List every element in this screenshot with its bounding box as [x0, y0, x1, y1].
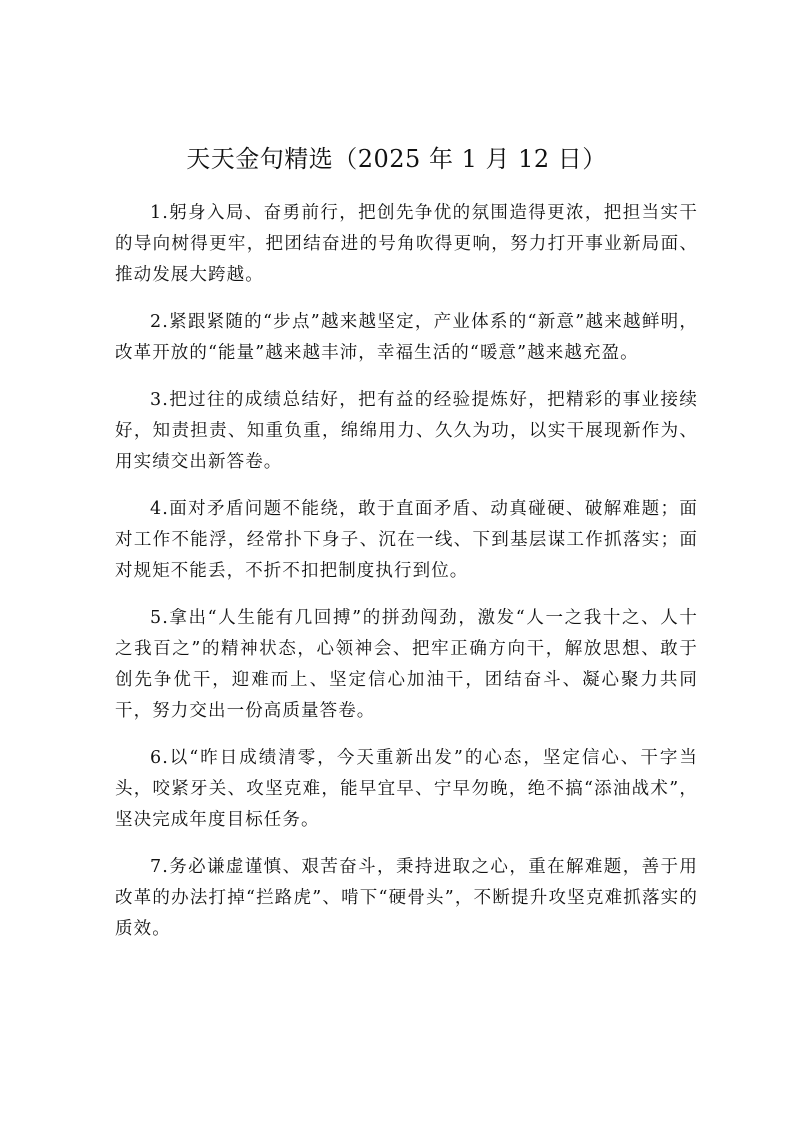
paragraph-5: 5.拿出“人生能有几回搏”的拼劲闯劲，激发“人一之我十之、人十之我百之”的精神状态，心领神会、把牢正确方向干，解放思想、敢于创先争优干，迎难而上、坚定信心加油干，团结奋斗、凝心聚力共同干，努力交出一份高质量答卷。: [115, 608, 698, 721]
paragraph-6: 6.以“昨日成绩清零，今天重新出发”的心态，坚定信心、干字当头，咬紧牙关、攻坚克难，能早宜早、宁早勿晚，绝不搞“添油战术”，坚决完成年度目标任务。: [115, 748, 698, 830]
document-body: [115, 198, 698, 961]
paragraph-2: 2.紧跟紧随的“步点”越来越坚定，产业体系的“新意”越来越鲜明，改革开放的“能量”越来越丰沛，幸福生活的“暖意”越来越充盈。: [115, 312, 698, 363]
paragraph-1: 1.躬身入局、奋勇前行，把创先争优的氛围造得更浓，把担当实干的导向树得更牢，把团结奋进的号角吹得更响，努力打开事业新局面、推动发展大跨越。: [115, 203, 698, 285]
paragraph-4: 4.面对矛盾问题不能绕，敢于直面矛盾、动真碰硬、破解难题；面对工作不能浮，经常扑下身子、沉在一线、下到基层谋工作抓落实；面对规矩不能丢，不折不扣把制度执行到位。: [115, 499, 698, 581]
page-title: 天天金句精选（2025 年 1 月 12 日）: [186, 145, 607, 173]
paragraph-3: 3.把过往的成绩总结好，把有益的经验提炼好，把精彩的事业接续好，知责担责、知重负重，绵绵用力、久久为功，以实干展现新作为、用实绩交出新答卷。: [115, 390, 698, 472]
paragraph-7: 7.务必谦虚谨慎、艰苦奋斗，秉持进取之心，重在解难题，善于用改革的办法打掉“拦路虎”、啃下“硬骨头”，不断提升攻坚克难抓落实的质效。: [115, 857, 698, 939]
